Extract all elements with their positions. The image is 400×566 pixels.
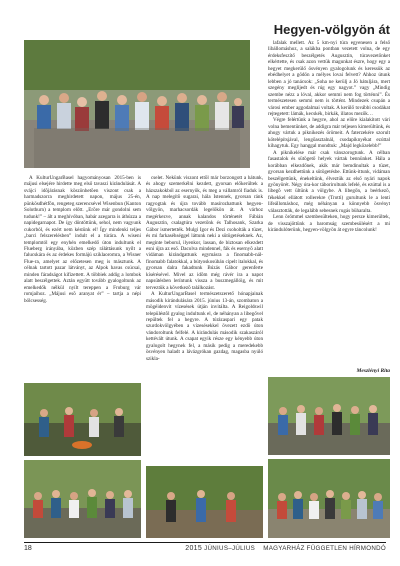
photo-hikers [268, 377, 390, 455]
footer-rule [24, 542, 386, 543]
column-left [24, 175, 141, 380]
photo-trail-image [146, 466, 263, 538]
photo-campfire-image [24, 383, 141, 456]
paragraph: lafalak mellett. Az 5 km-nyi túra egyenesen a felső libállomáshoz, a salákba pontban vezetett volna, de egy érdeksfeszítő beszélgetés Augusztin, túravezetőnket elkértette, és csak azon vettük magunkat észre, hogy egy a hegyet megkerülő ösvényen gyalogolunk és keressük az ebédhelyet a gödön a mélyes lovai felvett? Ahhoz útunk lebben a jó tanácsok: „Soha ne kerülj a Jó hátuljára, mert szegény meglijedt és rúg egy nagyot.” vagy „Mindig szembe nézz a lóval, akkor semmi nem fog történni”. És természetesen semmi nem is történt. Mindezek csupán a városi ember aggodalmai voltak. A kerülő további csodákat rejtegetett: lámák, kecskék, birkák, illatos mezők… [268, 40, 390, 117]
paragraph: Lenn örömmel szembesülteken, hogy persze kimerültek, de visszajöttünk a baromság szembesülésért a mi kirándulóterünk, hegyen-völgyön át egyre táncolunk! [268, 214, 390, 234]
paragraph: cselet. Nekünk viszont ettõl már borzongott a hátunk, és ahogy szemerkélni kezdett, gyorsan előkerültek a házszakokból az esernyők, és meg a vállamról fiaduk is. A nap melegítõ sugarai, hála Istennek, gyorsan ránk ragyogtak és újra tovább masírozhattunk hegyen-völgyön, marhacsordák legelőkön át. A várhoz megérkezve, annak kalandos történetét Fábián Augusztin, csalagtúra vezetőnk és Talhosank, Szarka Gábor ismertették. Mulgi Igor és Dezi csoholták a tüzet, és mi farkaséhséggel láttunk neki a sütögetéseknek. Az, meginte beborul, ilyenkor, lassan, de biztosan elkezdett esni újra az eső. Dacolva mindennel, fák és esernyõ alatt vidáman kirándgattunk egymásra a finomabb-nál-finomabb falatokkal, a bútyoskosúbán cipelt italokkal, és gyorsan dalra fakadtunk Búzás Gábor gerenferte kísérésével. Mivel az idõm még rávér ira a napot napsütésben leríntunk vissza a buszmegállóig, és mit terveztük a következõ találkozást. [146, 175, 263, 291]
footer-publication: MAGYARHÁZ FÜGGETLEN HÍRMONDÓ [263, 545, 386, 552]
group-photo-top-image [24, 40, 250, 168]
photo-group-bench [24, 460, 141, 538]
group-photo-top [24, 40, 250, 168]
paragraph: A KulturUngarBasel természetszerető hónapjainak második kirándulására 2015. június 13-án, szombaton a mögéidenvit vízesések útján invitálta. A Reigoldswil településtõl gyalog indultunk el, de néhányan a libegővel repültek fel a hegyre. A túrázaspari egy patak szurdokvölgyében a vízesésekkel övezett ezdõ úton vándoroltunk felfelé. A kirándulás második szakaszáról kettévált útunk. A csapat egyik része egy kényebb úton gyalogolt hegynek fel, a másik pedig a meredekebb ösvényen haladt a lávázgrókan gazdag, magasba nyúló szikla- [146, 291, 263, 362]
photo-hikers-image [268, 377, 390, 455]
photo-group-hill [268, 459, 390, 538]
page-title: Hegyen-völgyön át [273, 22, 390, 37]
photo-group-hill-image [268, 459, 390, 538]
footer-year: 2015 [185, 545, 203, 552]
footer-publication-line [185, 545, 386, 552]
footer-separator [257, 545, 261, 552]
footer-issue: JÚNIUS–JÚLIUS [204, 545, 256, 552]
photo-group-bench-image [24, 460, 141, 538]
paragraph: A piknikelése már csak vánszorogtunk. A célban fasastalok és sütögető helyek vártak bennünket. Hála a korábban elkezdőnek, akik már bemdinultak a tüzet, gyorsan kezdhettünk a sütögetésbe. Ettünk-ittunk, vidáman beszélgettünk, énekeltünk, élveztük az első nyári napok gyönyörét. Négy óra-kor táboriroltunk lefelé, és ezúttal is a libegõ vett ültünk a völgybe. A libegőn, a beérkezõ, fékekkel ellátott rollerekre (Trotti) gurultunk le a lenti lifeállomáshoz, még néhányan a könnyebb ösvényt választották, de legalább sebesnek rugás büharalta. [268, 149, 390, 214]
column-right [268, 40, 390, 366]
paragraph: A KulturUngarBasel hagyományosan 2015-ben is májusi elsejére hirdette meg első tavaszi kirándulását. A svájci idõjárásnak köszönhetõen viszont csak a harmadszorra meghirdetett napon, május 25-én, pünkösdhétfõn, rengeteg szerencsével Wisenbun (Kanton Solothurn) a templom előtt. „Erõre már gondolni sem tudunk!” – ált a meghívóban, habár azegarra is áthúzza a napidegarnapot. De így döntöttünk, sehol, nem vagyunk cukorból, és ezért nem késtünk el! Így mindenki teljes „barci felszerelésben” indult el a túrára. A wiseni templomtól egy enyhén emelkedő úton indultunk el Flueberg irányába, közben szép ráláttásunk nyílt a falucskára és az érdekes formájú sziklaoromra, a Wisner Flue-ra, amelyet az előzetesen meg is másztunk. A célnak tartott pazar látványt, az Alpok havas csúcsai, minden fáradságot kifizettett. A többiek addig a lombok alatt beszélgettek. Aztán együtt tovább gyalogoltunk az emelkedők nélkül nyílt tereppen a Froburg vár romjaihoz. „Májusi esõ aranyat ér” – tartja a népi bölcsesség. [24, 175, 141, 304]
author-signature: Meszlényi Rita [356, 368, 390, 374]
page-number: 18 [24, 545, 32, 552]
photo-campfire [24, 383, 141, 456]
paragraph: Végre felértünk a hegyre, ahol az előre kialakított vári volna bementünket, de addigra már teljesen kimerültünk, és ahogy vártuk a piknikezés örömeit. A faterzekére szorult kötelépítsjával, lengőasztalnál, csodapiknyékat ezúttal kihagytuk. Egy hanggal mondtuk: „Majd legközelebb!” [268, 117, 390, 150]
photo-trail [146, 466, 263, 538]
column-middle [146, 175, 263, 463]
